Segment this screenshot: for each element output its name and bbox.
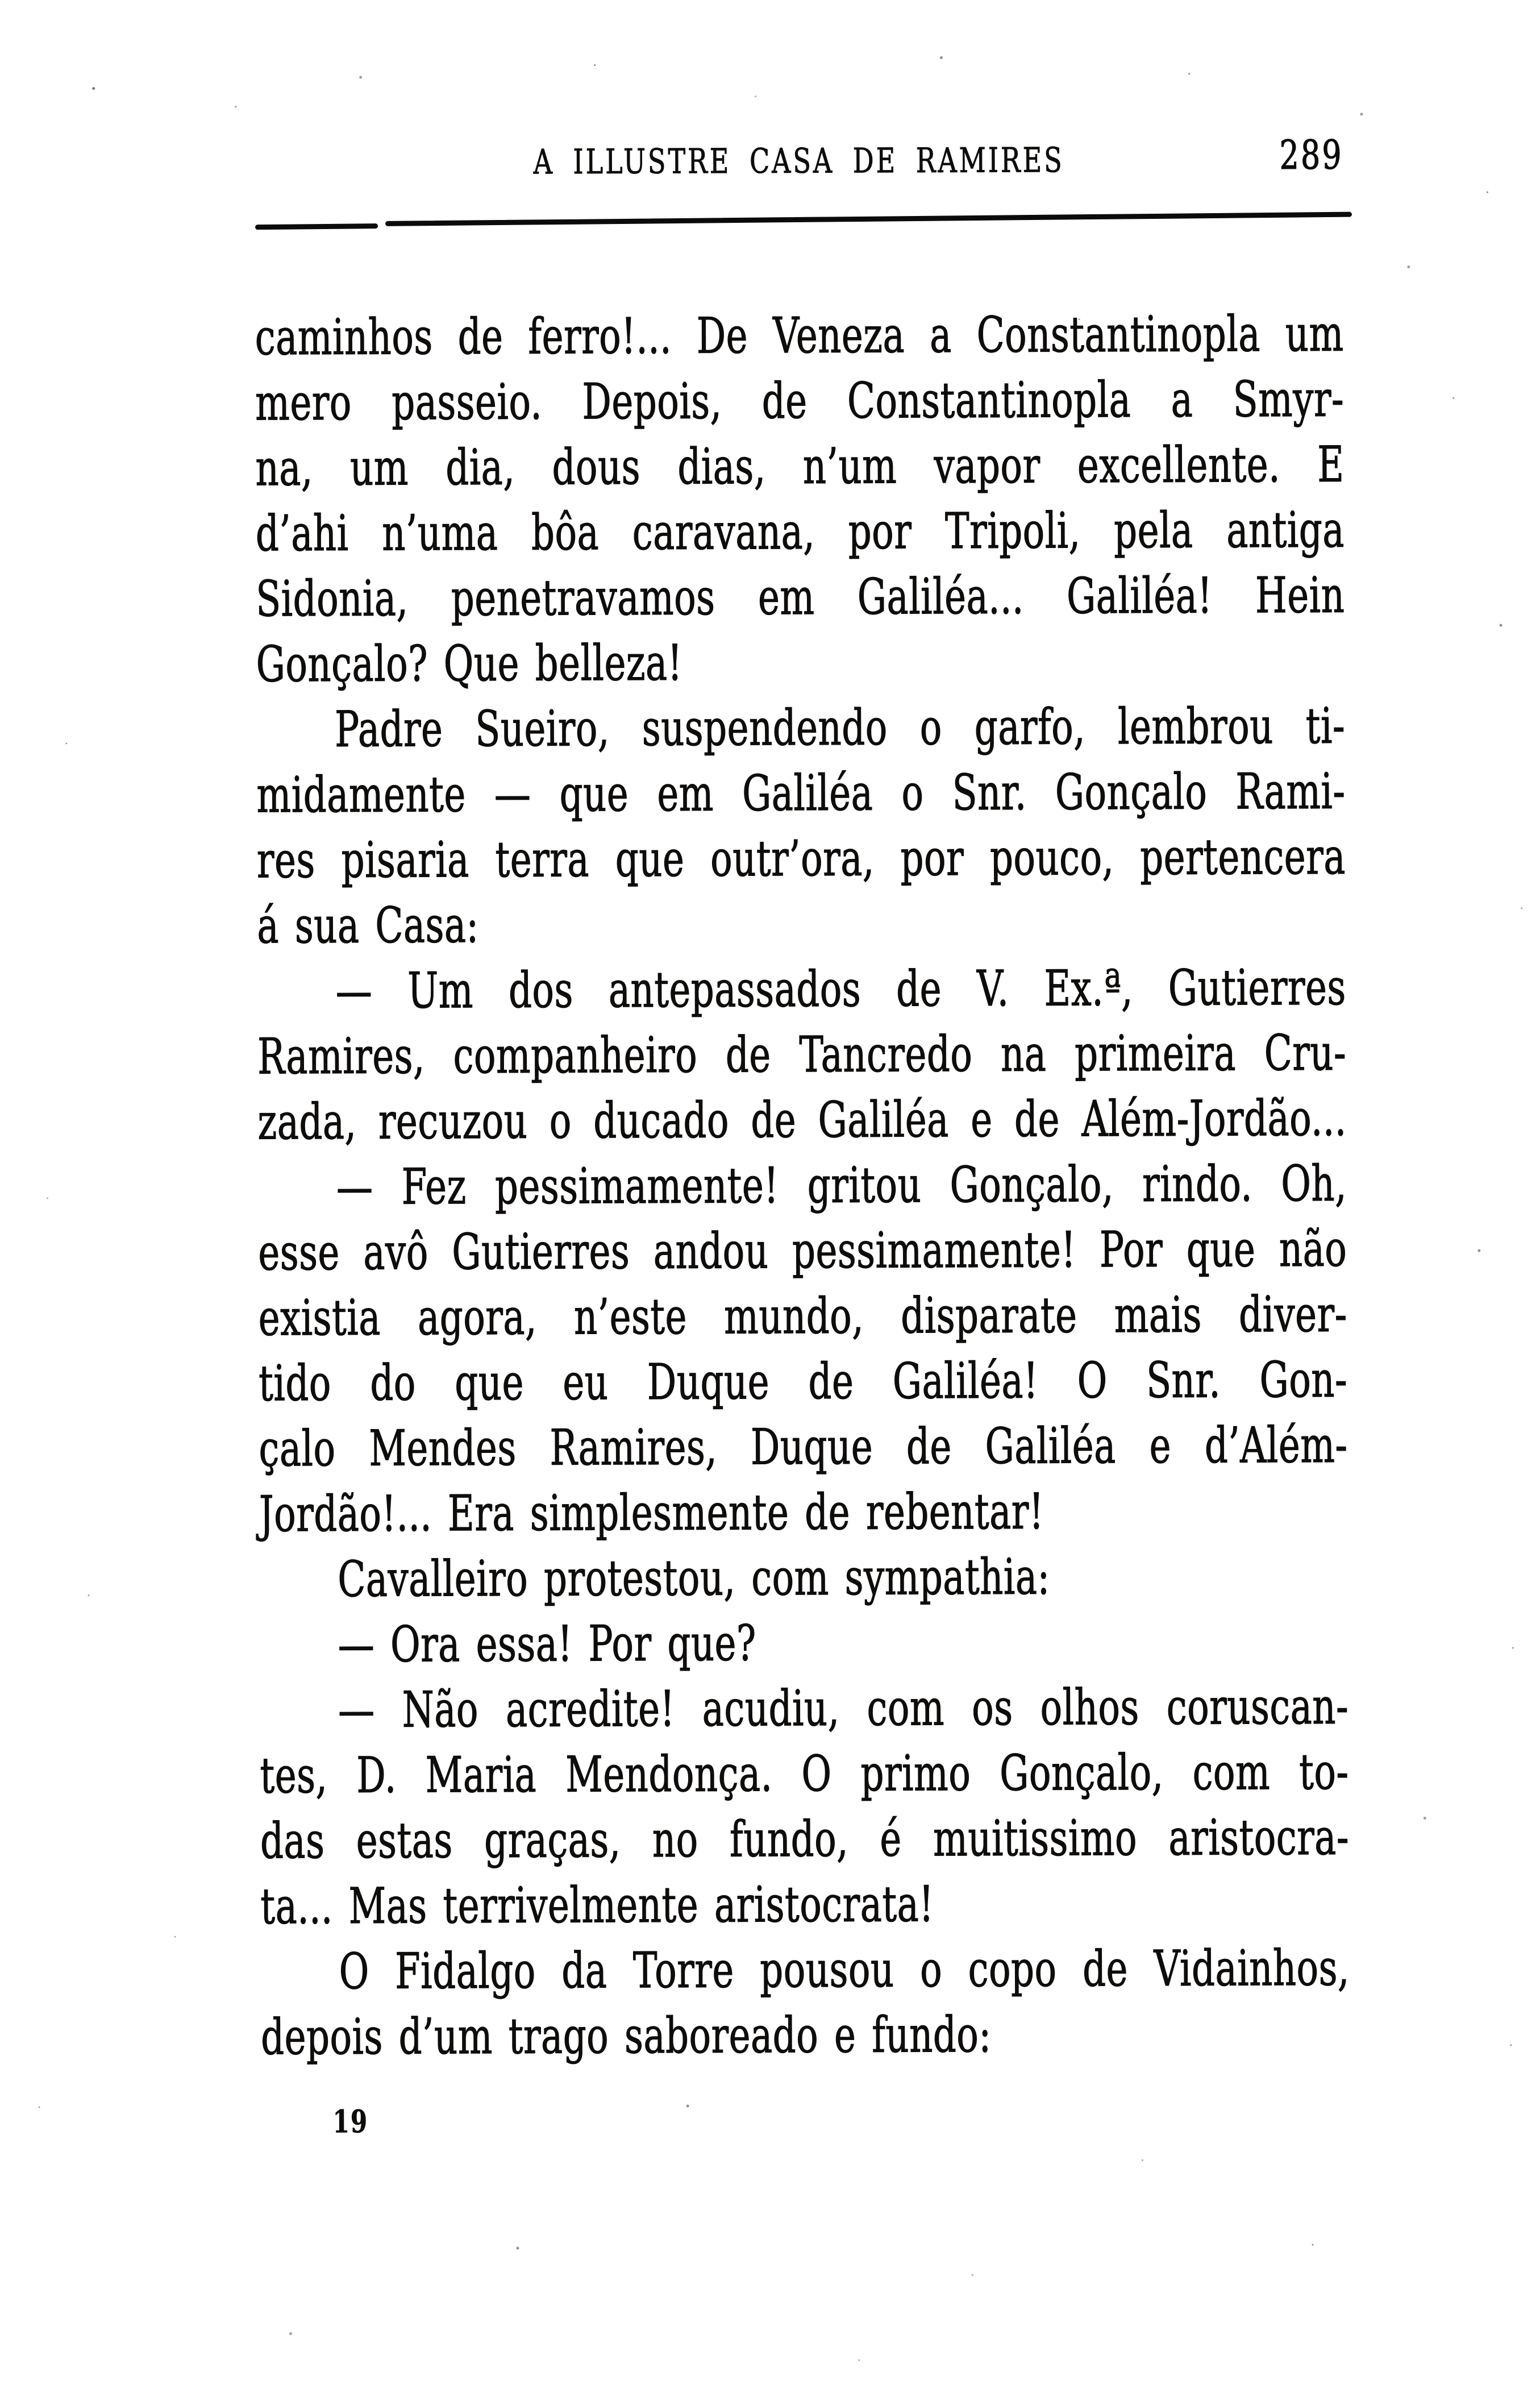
text-line: Sidonia, penetravamos em Galiléa... Galiléa! Hein — [256, 567, 1345, 629]
text-line: O Fidalgo da Torre pousou o copo de Vidainhos, — [339, 1940, 1350, 2001]
text-line: Padre Sueiro, suspendendo o garfo, lembrou ti- — [334, 698, 1346, 759]
text-line: Ramires, companheiro de Tancredo na primeira Cru- — [257, 1025, 1347, 1086]
text-line: çalo Mendes Ramires, Duque de Galiléa e d’Além- — [259, 1417, 1348, 1478]
body-text — [255, 302, 1350, 2071]
text-line: zada, recuzou o ducado de Galiléa e de Além-Jordão... — [257, 1090, 1347, 1152]
text-line: Gonçalo? Que belleza! — [256, 635, 683, 694]
text-line: ta... Mas terrivelmente aristocrata! — [260, 1876, 934, 1936]
text-line: das estas graças, no fundo, é muitissimo aristocra- — [260, 1809, 1350, 1871]
header-rule — [255, 212, 1352, 230]
text-line: existia agora, n’este mundo, disparate mais diver- — [258, 1286, 1347, 1348]
text-line: Jordão!... Era simplesmente de rebentar! — [259, 1484, 1044, 1544]
header-rule-segment-right — [385, 212, 1352, 226]
text-line: midamente — que em Galiléa o Snr. Gonçalo Rami- — [256, 763, 1346, 825]
text-line: — Não acredite! acudiu, com os olhos coruscan- — [338, 1679, 1349, 1739]
signature-mark: 19 — [332, 2103, 369, 2140]
text-line: tido do que eu Duque de Galiléa! O Snr. Gon- — [258, 1352, 1348, 1413]
page-header — [255, 131, 1343, 202]
text-line: depois d’um trago saboreado e fundo: — [261, 2007, 992, 2067]
text-line: tes, D. Maria Mendonça. O primo Gonçalo, com to- — [260, 1744, 1349, 1805]
running-title: A ILLUSTRE CASA DE RAMIRES — [533, 140, 1064, 182]
text-line: res pisaria terra que outr’ora, por pouco, pertencera — [256, 829, 1346, 890]
text-line: esse avô Gutierres andou pessimamente! Por que não — [258, 1221, 1347, 1282]
text-line: mero passeio. Depois, de Constantinopla a Smyr- — [255, 371, 1345, 433]
page-number: 289 — [1279, 131, 1343, 178]
text-line: na, um dia, dous dias, n’um vapor excellente. E — [255, 437, 1345, 498]
text-line: — Um dos antepassados de V. Ex.ª, Gutierres — [335, 960, 1346, 1020]
text-line: — Fez pessimamente! gritou Gonçalo, rindo. Oh, — [336, 1156, 1347, 1216]
text-line: — Ora essa! Por que? — [338, 1615, 756, 1674]
header-rule-segment-left — [255, 223, 378, 230]
text-line: caminhos de ferro!... De Veneza a Constantinopla um — [255, 306, 1344, 367]
text-line: d’ahi n’uma bôa caravana, por Tripoli, pela antiga — [255, 502, 1345, 563]
text-line: á sua Casa: — [257, 897, 479, 956]
text-line: Cavalleiro protestou, com sympathia: — [338, 1549, 1050, 1609]
